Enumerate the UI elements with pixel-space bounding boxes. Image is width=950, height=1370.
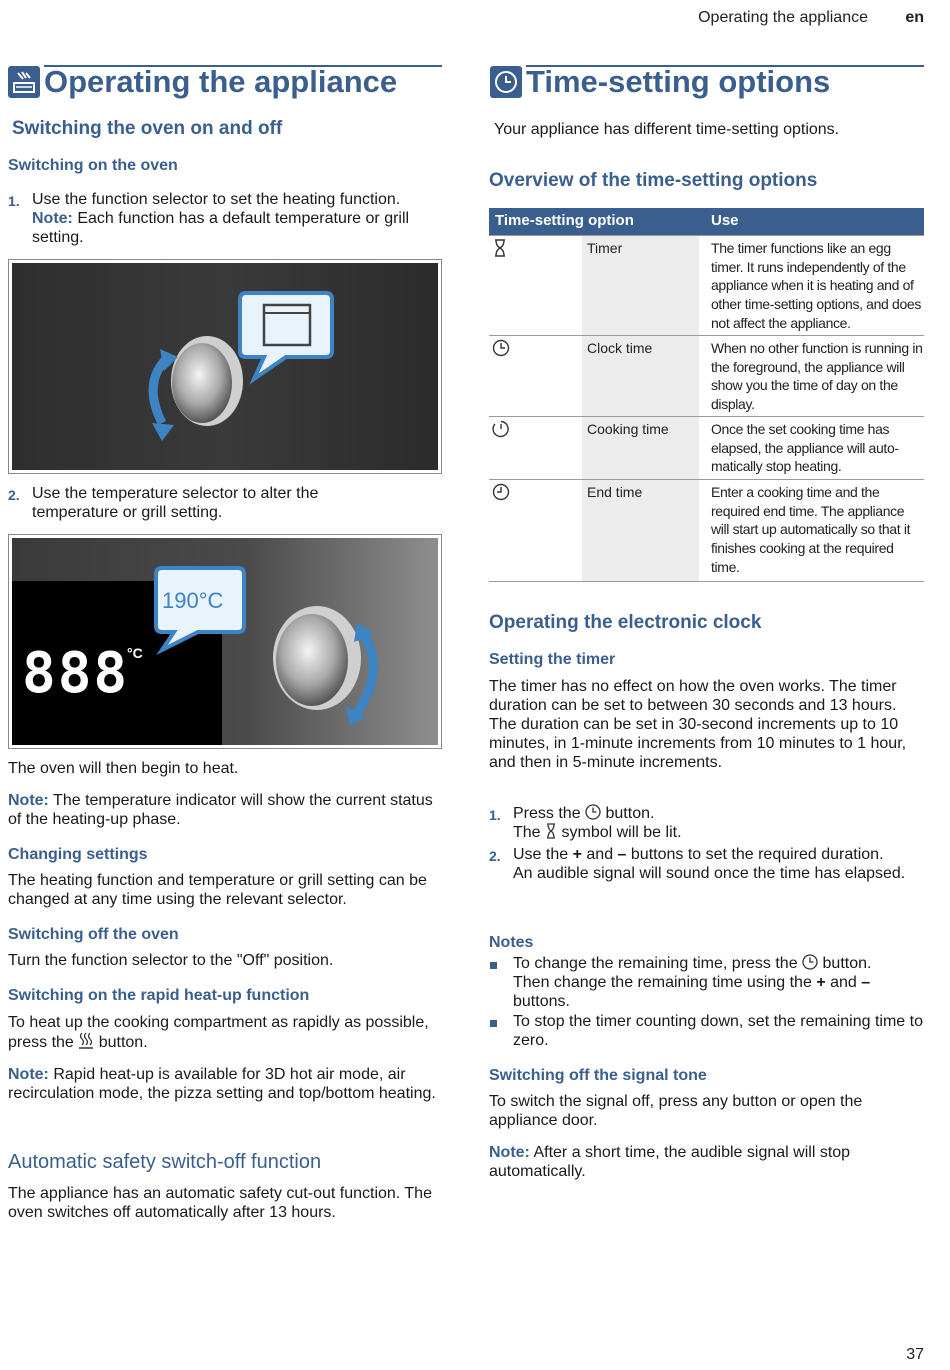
note-rapid-heat	[8, 1065, 442, 1103]
heading-signal-tone: Switching off the signal tone	[489, 1067, 707, 1084]
segment-display: 888	[22, 641, 130, 706]
option-use: When no other function is running in the foreground, the appliance will show you the time of day on the display.	[711, 340, 923, 413]
time-setting-intro: Your appliance has different time-setting options.	[494, 121, 840, 138]
rapid-heat-text-b: button.	[98, 1034, 148, 1051]
note-text: The temperature indicator will show the current status of the heating-up phase.	[8, 792, 433, 828]
heading-switching-off: Switching off the oven	[8, 926, 179, 943]
note-text: After a short time, the audible signal will stop automatically.	[489, 1144, 851, 1180]
figure-temperature-selector	[8, 534, 442, 749]
option-name: End time	[582, 480, 699, 581]
table-header-option: Time-setting option	[495, 212, 634, 229]
table-header-row	[489, 208, 924, 235]
note-label: Note:	[32, 210, 73, 227]
heading-setting-timer: Setting the timer	[489, 651, 616, 668]
heading-rapid-heat: Switching on the rapid heat-up function	[8, 987, 310, 1004]
option-name: Cooking time	[582, 417, 699, 480]
option-name: Clock time	[582, 336, 699, 417]
heating-begins-text: The oven will then begin to heat.	[8, 760, 239, 777]
table-row	[489, 479, 924, 582]
step-number: 2.	[8, 487, 20, 503]
note-item: To stop the timer counting down, set the remaining time to zero.	[513, 1013, 923, 1049]
plus-icon: +	[816, 974, 826, 991]
page-number: 37	[906, 1346, 924, 1363]
table-row	[489, 335, 924, 417]
chapter-title: Operating the appliance	[44, 64, 398, 99]
rapid-heat-text-a: To heat up the cooking compartment as rapidly as possible, press the	[8, 1014, 429, 1051]
timer-description: The timer has no effect on how the oven works. The timer duration can be set to between 30 seconds and 13 hours. The duration can be set in 30-second increments up to 10 minutes, in 1-minute increments from 10 minutes to 1 hour, and then in 5-minute increments.	[489, 678, 907, 771]
rapid-heat-icon	[78, 1032, 94, 1050]
heading-overview: Overview of the time-setting options	[489, 170, 818, 191]
clock-icon	[585, 804, 601, 820]
running-header-section: Operating the appliance	[698, 9, 868, 26]
chapter-title: Time-setting options	[526, 64, 831, 99]
figure-function-selector	[8, 259, 442, 474]
section-title-switching: Switching the oven on and off	[12, 118, 283, 139]
note-temperature-indicator	[8, 791, 442, 829]
clock-icon	[490, 66, 522, 98]
option-name: Timer	[582, 236, 699, 336]
step-number: 1.	[8, 193, 20, 209]
step-text: Press the	[513, 805, 581, 822]
bullet	[490, 1020, 497, 1027]
oven-operation-icon	[8, 66, 40, 98]
heading-electronic-clock: Operating the electronic clock	[489, 612, 762, 633]
cooking-time-icon	[492, 420, 510, 443]
rapid-heat-text	[8, 1013, 438, 1052]
step-text: buttons to set the required duration.	[630, 846, 884, 863]
switching-off-text: Turn the function selector to the "Off" position.	[8, 952, 334, 969]
step-1-note: Each function has a default temperature or grill setting.	[32, 210, 410, 246]
changing-settings-text: The heating function and temperature or grill setting can be changed at any time using the relevant selector.	[8, 872, 427, 908]
step-2-text: Use the temperature selector to alter the temperature or grill setting.	[32, 485, 319, 521]
option-use: Once the set cooking time has elapsed, the appliance will auto-matically stop heating.	[711, 421, 899, 475]
display-unit: °C	[127, 645, 143, 661]
table-row	[489, 416, 924, 480]
note-item	[513, 954, 925, 1011]
step-1-instruction: Use the function selector to set the heating function.	[32, 191, 401, 208]
note-label: Note:	[8, 1066, 49, 1083]
hourglass-icon	[545, 823, 557, 839]
temperature-selector-illustration	[12, 538, 438, 745]
note-signal-tone	[489, 1143, 925, 1181]
clock-icon	[802, 954, 818, 970]
note-text: and	[830, 974, 857, 991]
timer-step-2	[513, 845, 925, 883]
note-text: Then change the remaining time using the	[513, 974, 812, 991]
temperature-bubble-value: 190°C	[162, 588, 224, 613]
step-text: An audible signal will sound once the time has elapsed.	[513, 865, 906, 882]
step-text: The	[513, 824, 541, 841]
end-time-icon	[492, 483, 510, 506]
clock-icon	[492, 339, 510, 362]
note-text: Rapid heat-up is available for 3D hot air mode, air recirculation mode, the pizza setting and top/bottom heating.	[8, 1066, 436, 1102]
minus-icon: –	[861, 974, 871, 991]
plus-icon: +	[572, 846, 582, 863]
timer-step-1	[513, 804, 925, 842]
option-use: Enter a cooking time and the required end time. The appliance will start up automatically so that it finishes cooking at the required time.	[711, 484, 911, 575]
note-label: Note:	[489, 1144, 530, 1161]
table-row	[489, 235, 924, 336]
signal-tone-text: To switch the signal off, press any button or open the appliance door.	[489, 1093, 863, 1129]
chapter-heading-operating	[8, 64, 397, 100]
option-use: The timer functions like an egg timer. It runs independently of the appliance when it is heating and of other time-setting options, and does not affect the appliance.	[711, 240, 921, 331]
table-header-use: Use	[711, 212, 739, 229]
step-text: and	[586, 846, 614, 863]
step-text: button.	[605, 805, 655, 822]
chapter-heading-time-setting	[490, 64, 830, 100]
heading-changing-settings: Changing settings	[8, 846, 148, 863]
heading-switching-on: Switching on the oven	[8, 157, 178, 174]
step-number: 1.	[489, 807, 501, 823]
bullet	[490, 962, 497, 969]
running-header-language: en	[905, 9, 924, 26]
hourglass-icon	[492, 239, 508, 262]
note-text: button.	[822, 955, 872, 972]
function-selector-illustration	[12, 263, 438, 470]
heading-notes: Notes	[489, 934, 534, 951]
minus-icon: –	[617, 846, 627, 863]
step-number: 2.	[489, 848, 501, 864]
step-1-text	[32, 190, 442, 247]
note-label: Note:	[8, 792, 49, 809]
note-text: buttons.	[513, 993, 570, 1010]
heading-safety-switch-off: Automatic safety switch-off function	[8, 1151, 322, 1173]
step-text: symbol will be lit.	[561, 824, 682, 841]
step-text: Use the	[513, 846, 569, 863]
note-text: To change the remaining time, press the	[513, 955, 798, 972]
safety-text: The appliance has an automatic safety cut-out function. The oven switches off automatically after 13 hours.	[8, 1185, 432, 1221]
time-setting-table	[489, 208, 924, 580]
